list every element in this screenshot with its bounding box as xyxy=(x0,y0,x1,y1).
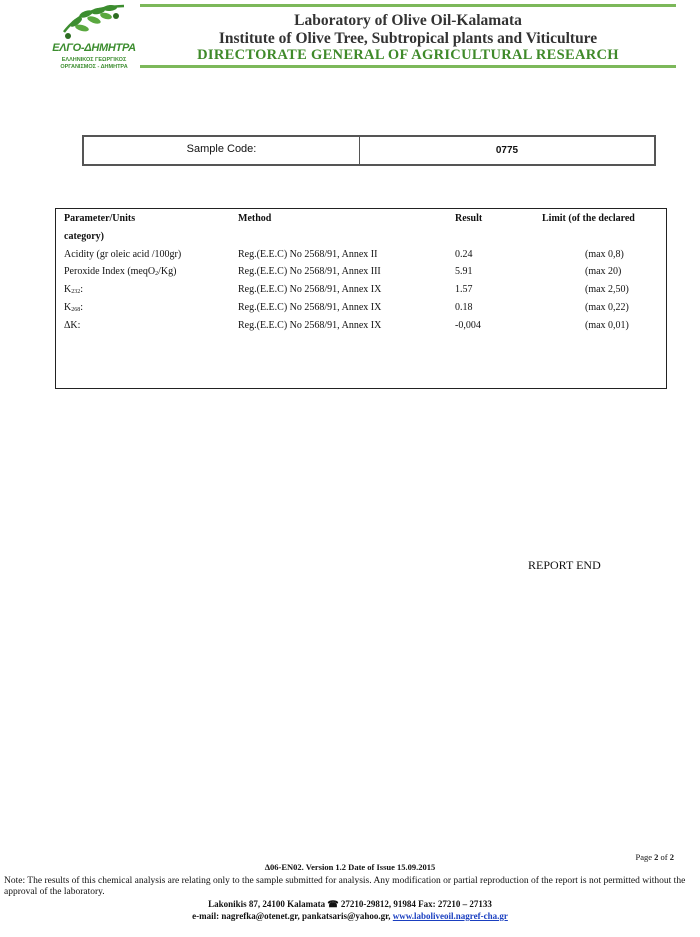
table-header-row xyxy=(64,213,666,227)
row-result: 5.91 xyxy=(455,266,473,277)
sample-code-box xyxy=(82,135,656,166)
row-parameter: ΔK: xyxy=(64,320,81,331)
row-method: Reg.(E.E.C) No 2568/91, Annex IX xyxy=(238,302,382,313)
row-parameter xyxy=(64,302,83,313)
logo-name: ΕΛΓΟ-ΔΗΜΗΤΡΑ xyxy=(52,42,136,54)
param-subscript: 232 xyxy=(71,289,81,295)
header-limit: Limit (of the declared xyxy=(542,213,635,224)
logo-subline-2: ΟΡΓΑΝΙΣΜΟΣ - ΔΗΜΗΤΡΑ xyxy=(60,63,128,70)
page-number xyxy=(636,852,675,862)
sample-code-label: Sample Code: xyxy=(84,137,360,164)
header-category: category) xyxy=(64,231,104,242)
header-result: Result xyxy=(455,213,483,224)
header-method: Method xyxy=(238,213,272,224)
row-method: Reg.(E.E.C) No 2568/91, Annex III xyxy=(238,266,381,277)
footer-note: Note: The results of this chemical analysis are relating only to the sample submitted for analysis. Any modification or partial reproduction of the report is not permitted without the approval of the laboratory. xyxy=(4,876,686,897)
param-text-suffix: : xyxy=(80,284,84,295)
phone-icon: ☎ xyxy=(327,899,339,909)
param-text-suffix: : xyxy=(80,302,84,313)
table-row-delta-k xyxy=(64,320,666,334)
param-subscript: 2 xyxy=(155,271,159,277)
email-addresses: e-mail: nagrefka@otenet.gr, pankatsaris@yahoo.gr, xyxy=(192,911,391,921)
page-total: 2 xyxy=(669,852,674,862)
phone-numbers: 27210-29812, 91984 Fax: 27210 – 27133 xyxy=(340,899,492,909)
olive-branch-icon xyxy=(54,2,134,42)
table-row-acidity xyxy=(64,249,666,263)
row-limit: (max 0,8) xyxy=(585,249,624,260)
website-link[interactable]: www.laboliveoil.nagref-cha.gr xyxy=(392,911,508,921)
param-text: Peroxide Index (meqO xyxy=(64,266,156,277)
row-limit: (max 20) xyxy=(585,266,622,277)
row-limit: (max 0,01) xyxy=(585,320,629,331)
institute-title: Institute of Olive Tree, Subtropical plants and Viticulture xyxy=(218,30,598,47)
table-row-k232 xyxy=(64,284,666,298)
row-result: 0.24 xyxy=(455,249,473,260)
row-method: Reg.(E.E.C) No 2568/91, Annex II xyxy=(238,249,378,260)
page-of: of xyxy=(660,852,668,862)
footer-address xyxy=(0,899,700,910)
row-result: 1.57 xyxy=(455,284,473,295)
row-method: Reg.(E.E.C) No 2568/91, Annex IX xyxy=(238,320,382,331)
row-method: Reg.(E.E.C) No 2568/91, Annex IX xyxy=(238,284,382,295)
organization-logo xyxy=(50,2,138,72)
header-top-rule xyxy=(140,4,676,7)
row-parameter: Acidity (gr oleic acid /100gr) xyxy=(64,249,182,260)
table-header-row-continued xyxy=(64,231,666,245)
param-text: K xyxy=(64,284,72,295)
results-table xyxy=(55,208,667,389)
param-subscript: 268 xyxy=(71,307,81,313)
report-end: REPORT END xyxy=(528,558,601,572)
row-parameter xyxy=(64,284,83,295)
row-result: 0.18 xyxy=(455,302,473,313)
param-text: K xyxy=(64,302,72,313)
footer-contact xyxy=(0,911,700,921)
table-row-k268 xyxy=(64,302,666,316)
row-limit: (max 0,22) xyxy=(585,302,629,313)
logo-subtitle xyxy=(50,57,138,70)
logo-subline-1: ΕΛΛΗΝΙΚΟΣ ΓΕΩΡΓΙΚΟΣ xyxy=(61,57,127,63)
document-version: Δ06-EN02. Version 1.2 Date of Issue 15.09.2015 xyxy=(264,862,436,872)
row-parameter xyxy=(64,266,176,277)
lab-title: Laboratory of Olive Oil-Kalamata xyxy=(294,12,522,29)
page-prefix: Page xyxy=(635,852,653,862)
header-parameter: Parameter/Units xyxy=(64,213,136,224)
row-result: -0,004 xyxy=(455,320,481,331)
sample-code-value: 0775 xyxy=(495,145,519,156)
param-text-suffix: /Kg) xyxy=(158,266,177,277)
table-row-peroxide xyxy=(64,266,666,280)
address-text: Lakonikis 87, 24100 Kalamata xyxy=(208,899,326,909)
page-current: 2 xyxy=(654,852,659,862)
header-bottom-rule xyxy=(140,65,676,68)
directorate-title: DIRECTORATE GENERAL OF AGRICULTURAL RESEARCH xyxy=(197,47,619,63)
row-limit: (max 2,50) xyxy=(585,284,629,295)
